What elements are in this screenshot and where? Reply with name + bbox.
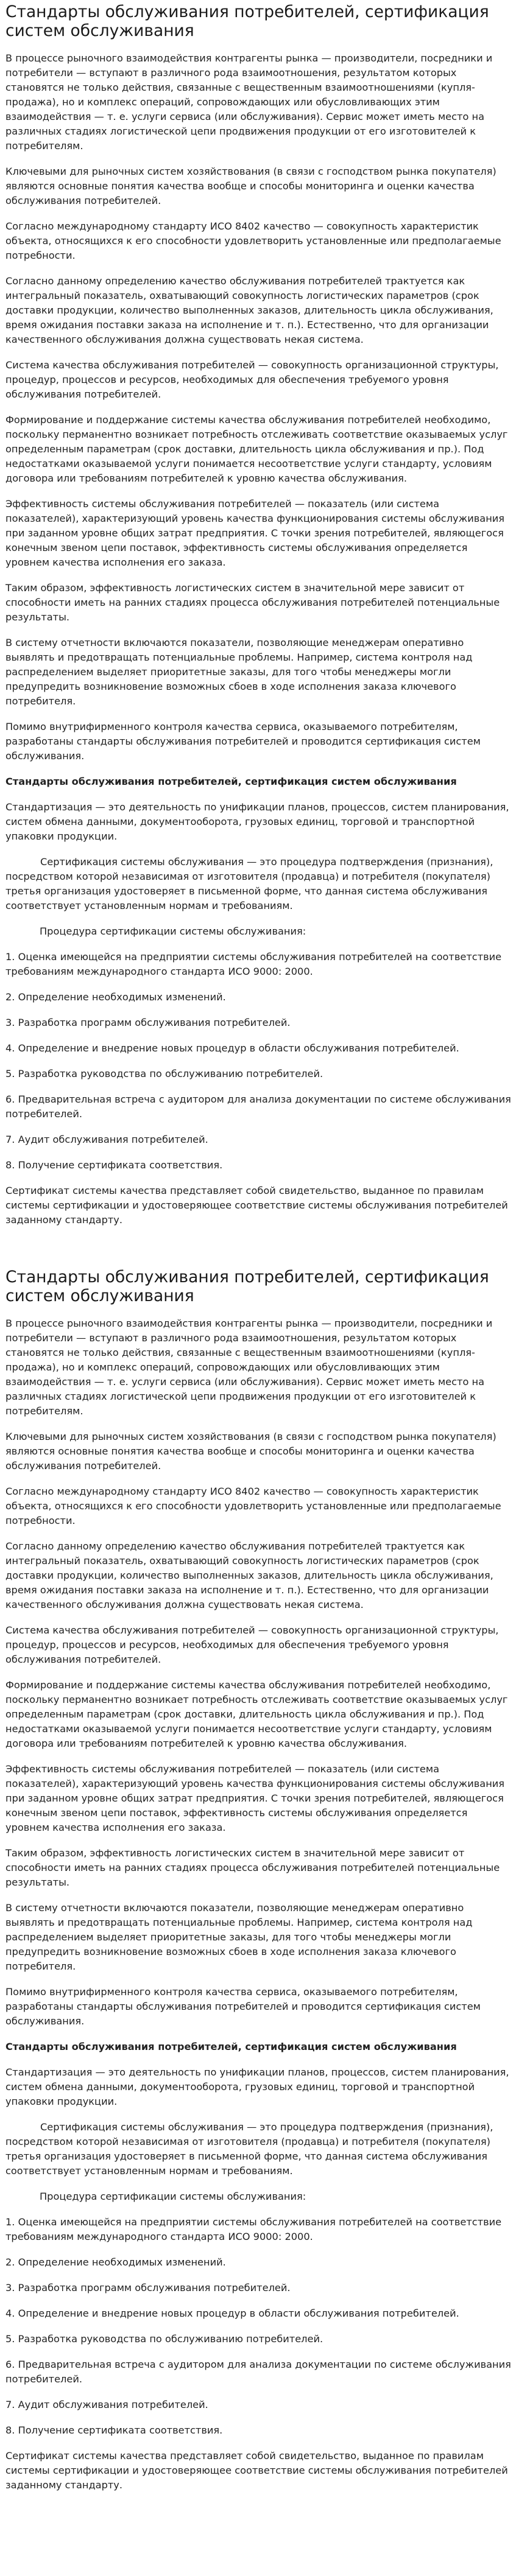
paragraph-formation: Формирование и поддержание системы качества обслуживания потребителей необходимо, поскольку перманентно возникает потребность отслеживать соответствие оказываемых услуг определенным параметрам (срок доставки, длительность цикла обслуживания и пр.). Под недостатками оказываемой услуги понимается несоответствие услуги стандарту, условиям договора или требованиям потребителей к уровню качества обслуживания. bbox=[5, 1679, 508, 1749]
step-item: 5. Разработка руководства по обслуживанию потребителей. bbox=[5, 2333, 323, 2345]
paragraph-intro: В процессе рыночного взаимодействия контрагенты рынка — производители, посредники и потребители — вступают в различного рода взаимоотношения, результатом которых становятся не только действия, связанные с вещественным взаимоотношениями (купля-продажа), но и комплекс операций, сопровождающих или обусловливающих этим взаимодействия — т. е. услуги сервиса (или обслуживания). Сервис может иметь место на различных стадиях логистической цепи продвижения продукции от его изготовителей к потребителям. bbox=[5, 1318, 493, 1417]
paragraph-quality-definition: Согласно данному определению качество обслуживания потребителей трактуется как интегральный показатель, охватывающий совокупность логистических параметров (срок доставки продукции, количество выполненных заказов, длительность цикла обслуживания, время ожидания поставки заказа на исполнение и т. п.). Естественно, что для организации качественного обслуживания должна существовать некая система. bbox=[5, 1540, 493, 1610]
step-item: 3. Разработка программ обслуживания потребителей. bbox=[5, 1017, 291, 1028]
step-item: 8. Получение сертификата соответствия. bbox=[5, 1159, 223, 1171]
article-title: Стандарты обслуживания потребителей, сертификация систем обслуживания bbox=[5, 2, 489, 40]
step-item: 2. Определение необходимых изменений. bbox=[5, 991, 226, 1003]
step-item: 4. Определение и внедрение новых процедур в области обслуживания потребителей. bbox=[5, 2308, 459, 2319]
section-heading: Стандарты обслуживания потребителей, сертификация систем обслуживания bbox=[5, 776, 457, 787]
step-item: 2. Определение необходимых изменений. bbox=[5, 2256, 226, 2268]
step-item: 1. Оценка имеющейся на предприятии системы обслуживания потребителей на соответствие требованиям международного стандарта ИСО 9000: 2000. bbox=[5, 951, 502, 977]
paragraph-iso-8402: Согласно международному стандарту ИСО 8402 качество — совокупность характеристик объекта, относящихся к его способности удовлетворить установленные или предполагаемые потребности. bbox=[5, 1486, 501, 1526]
step-item: 1. Оценка имеющейся на предприятии системы обслуживания потребителей на соответствие требованиям международного стандарта ИСО 9000: 2000. bbox=[5, 2216, 502, 2242]
paragraph-standardization: Стандартизация — это деятельность по унификации планов, процессов, систем планирования, систем обмена данными, документооборота, грузовых единиц, торговой и транспортной упаковки продукции. bbox=[5, 801, 509, 842]
article-copy-2 bbox=[5, 1265, 511, 2530]
paragraph-reporting: В систему отчетности включаются показатели, позволяющие менеджерам оперативно выявлять и предотвращать потенциальные проблемы. Например, система контроля над распределением выделяет приоритетные заказы, для того чтобы менеджеры могли предупредить возникновение возможных сбоев в ходе исполнения заказа ключевого потребителя. bbox=[5, 1902, 473, 1972]
article-title: Стандарты обслуживания потребителей, сертификация систем обслуживания bbox=[5, 1268, 489, 1305]
paragraph-conclusion: Сертификат системы качества представляет собой свидетельство, выданное по правилам системы сертификации и удостоверяющее соответствие системы обслуживания потребителей заданному стандарту. bbox=[5, 1185, 508, 1226]
paragraph-quality-definition: Согласно данному определению качество обслуживания потребителей трактуется как интегральный показатель, охватывающий совокупность логистических параметров (срок доставки продукции, количество выполненных заказов, длительность цикла обслуживания, время ожидания поставки заказа на исполнение и т. п.). Естественно, что для организации качественного обслуживания должна существовать некая система. bbox=[5, 275, 493, 345]
paragraph-certification: Сертификация системы обслуживания — это процедура подтверждения (признания), посредством которой независимая от изготовителя (продавца) и потребителя (покупателя) третья организация удостоверяет в письменной форме, что данная система обслуживания соответствует установленным нормам и требованиям. bbox=[5, 2121, 493, 2177]
paragraph-certification: Сертификация системы обслуживания — это процедура подтверждения (признания), посредством которой независимая от изготовителя (продавца) и потребителя (покупателя) третья организация удостоверяет в письменной форме, что данная система обслуживания соответствует установленным нормам и требованиям. bbox=[5, 856, 493, 911]
paragraph-quality-system: Система качества обслуживания потребителей — совокупность организационной структуры, процедур, процессов и ресурсов, необходимых для обеспечения требуемого уровня обслуживания потребителей. bbox=[5, 1624, 499, 1665]
paragraph-key-concepts: Ключевыми для рыночных систем хозяйствования (в связи с господством рынка покупателя) являются основные понятия качества вообще и способы мониторинга и оценки качества обслуживания потребителей. bbox=[5, 1431, 497, 1472]
paragraph-control: Помимо внутрифирменного контроля качества сервиса, оказываемого потребителям, разработаны стандарты обслуживания потребителей и проводится сертификация систем обслуживания. bbox=[5, 1986, 481, 2027]
step-item: 6. Предварительная встреча с аудитором для анализа документации по системе обслуживания потребителей. bbox=[5, 2359, 511, 2385]
paragraph-thus: Таким образом, эффективность логистических систем в значительной мере зависит от способности иметь на ранних стадиях процесса обслуживания потребителей потенциальные результаты. bbox=[5, 582, 500, 623]
step-item: 4. Определение и внедрение новых процедур в области обслуживания потребителей. bbox=[5, 1042, 459, 1054]
paragraph-intro: В процессе рыночного взаимодействия контрагенты рынка — производители, посредники и потребители — вступают в различного рода взаимоотношения, результатом которых становятся не только действия, связанные с вещественным взаимоотношениями (купля-продажа), но и комплекс операций, сопровождающих или обусловливающих этим взаимодействия — т. е. услуги сервиса (или обслуживания). Сервис может иметь место на различных стадиях логистической цепи продвижения продукции от его изготовителей к потребителям. bbox=[5, 52, 493, 152]
paragraph-efficiency: Эффективность системы обслуживания потребителей — показатель (или система показателей), характеризующий уровень качества функционирования системы обслуживания при заданном уровне общих затрат предприятия. С точки зрения потребителей, являющегося конечным звеном цепи поставок, эффективность системы обслуживания определяется уровнем качества исполнения его заказа. bbox=[5, 498, 505, 568]
procedure-intro: Процедура сертификации системы обслуживания: bbox=[40, 2191, 306, 2202]
paragraph-standardization: Стандартизация — это деятельность по унификации планов, процессов, систем планирования, систем обмена данными, документооборота, грузовых единиц, торговой и транспортной упаковки продукции. bbox=[5, 2066, 509, 2107]
section-heading: Стандарты обслуживания потребителей, сертификация систем обслуживания bbox=[5, 2041, 457, 2052]
paragraph-quality-system: Система качества обслуживания потребителей — совокупность организационной структуры, процедур, процессов и ресурсов, необходимых для обеспечения требуемого уровня обслуживания потребителей. bbox=[5, 359, 499, 400]
paragraph-thus: Таким образом, эффективность логистических систем в значительной мере зависит от способности иметь на ранних стадиях процесса обслуживания потребителей потенциальные результаты. bbox=[5, 1847, 500, 1888]
paragraph-iso-8402: Согласно международному стандарту ИСО 8402 качество — совокупность характеристик объекта, относящихся к его способности удовлетворить установленные или предполагаемые потребности. bbox=[5, 220, 501, 261]
article-copy-1 bbox=[5, 0, 511, 1265]
paragraph-conclusion: Сертификат системы качества представляет собой свидетельство, выданное по правилам системы сертификации и удостоверяющее соответствие системы обслуживания потребителей заданному стандарту. bbox=[5, 2450, 508, 2491]
paragraph-efficiency: Эффективность системы обслуживания потребителей — показатель (или система показателей), характеризующий уровень качества функционирования системы обслуживания при заданном уровне общих затрат предприятия. С точки зрения потребителей, являющегося конечным звеном цепи поставок, эффективность системы обслуживания определяется уровнем качества исполнения его заказа. bbox=[5, 1763, 505, 1833]
step-item: 3. Разработка программ обслуживания потребителей. bbox=[5, 2282, 291, 2293]
step-item: 5. Разработка руководства по обслуживанию потребителей. bbox=[5, 1068, 323, 1079]
procedure-intro: Процедура сертификации системы обслуживания: bbox=[40, 925, 306, 937]
paragraph-formation: Формирование и поддержание системы качества обслуживания потребителей необходимо, поскольку перманентно возникает потребность отслеживать соответствие оказываемых услуг определенным параметрам (срок доставки, длительность цикла обслуживания и пр.). Под недостатками оказываемой услуги понимается несоответствие услуги стандарту, условиям договора или требованиям потребителей к уровню качества обслуживания. bbox=[5, 414, 508, 484]
paragraph-control: Помимо внутрифирменного контроля качества сервиса, оказываемого потребителям, разработаны стандарты обслуживания потребителей и проводится сертификация систем обслуживания. bbox=[5, 721, 481, 762]
step-item: 7. Аудит обслуживания потребителей. bbox=[5, 2399, 208, 2410]
step-item: 8. Получение сертификата соответствия. bbox=[5, 2424, 223, 2436]
paragraph-reporting: В систему отчетности включаются показатели, позволяющие менеджерам оперативно выявлять и предотвращать потенциальные проблемы. Например, система контроля над распределением выделяет приоритетные заказы, для того чтобы менеджеры могли предупредить возникновение возможных сбоев в ходе исполнения заказа ключевого потребителя. bbox=[5, 637, 473, 707]
step-item: 7. Аудит обслуживания потребителей. bbox=[5, 1134, 208, 1145]
step-item: 6. Предварительная встреча с аудитором для анализа документации по системе обслуживания потребителей. bbox=[5, 1093, 511, 1120]
paragraph-key-concepts: Ключевыми для рыночных систем хозяйствования (в связи с господством рынка покупателя) являются основные понятия качества вообще и способы мониторинга и оценки качества обслуживания потребителей. bbox=[5, 166, 497, 206]
